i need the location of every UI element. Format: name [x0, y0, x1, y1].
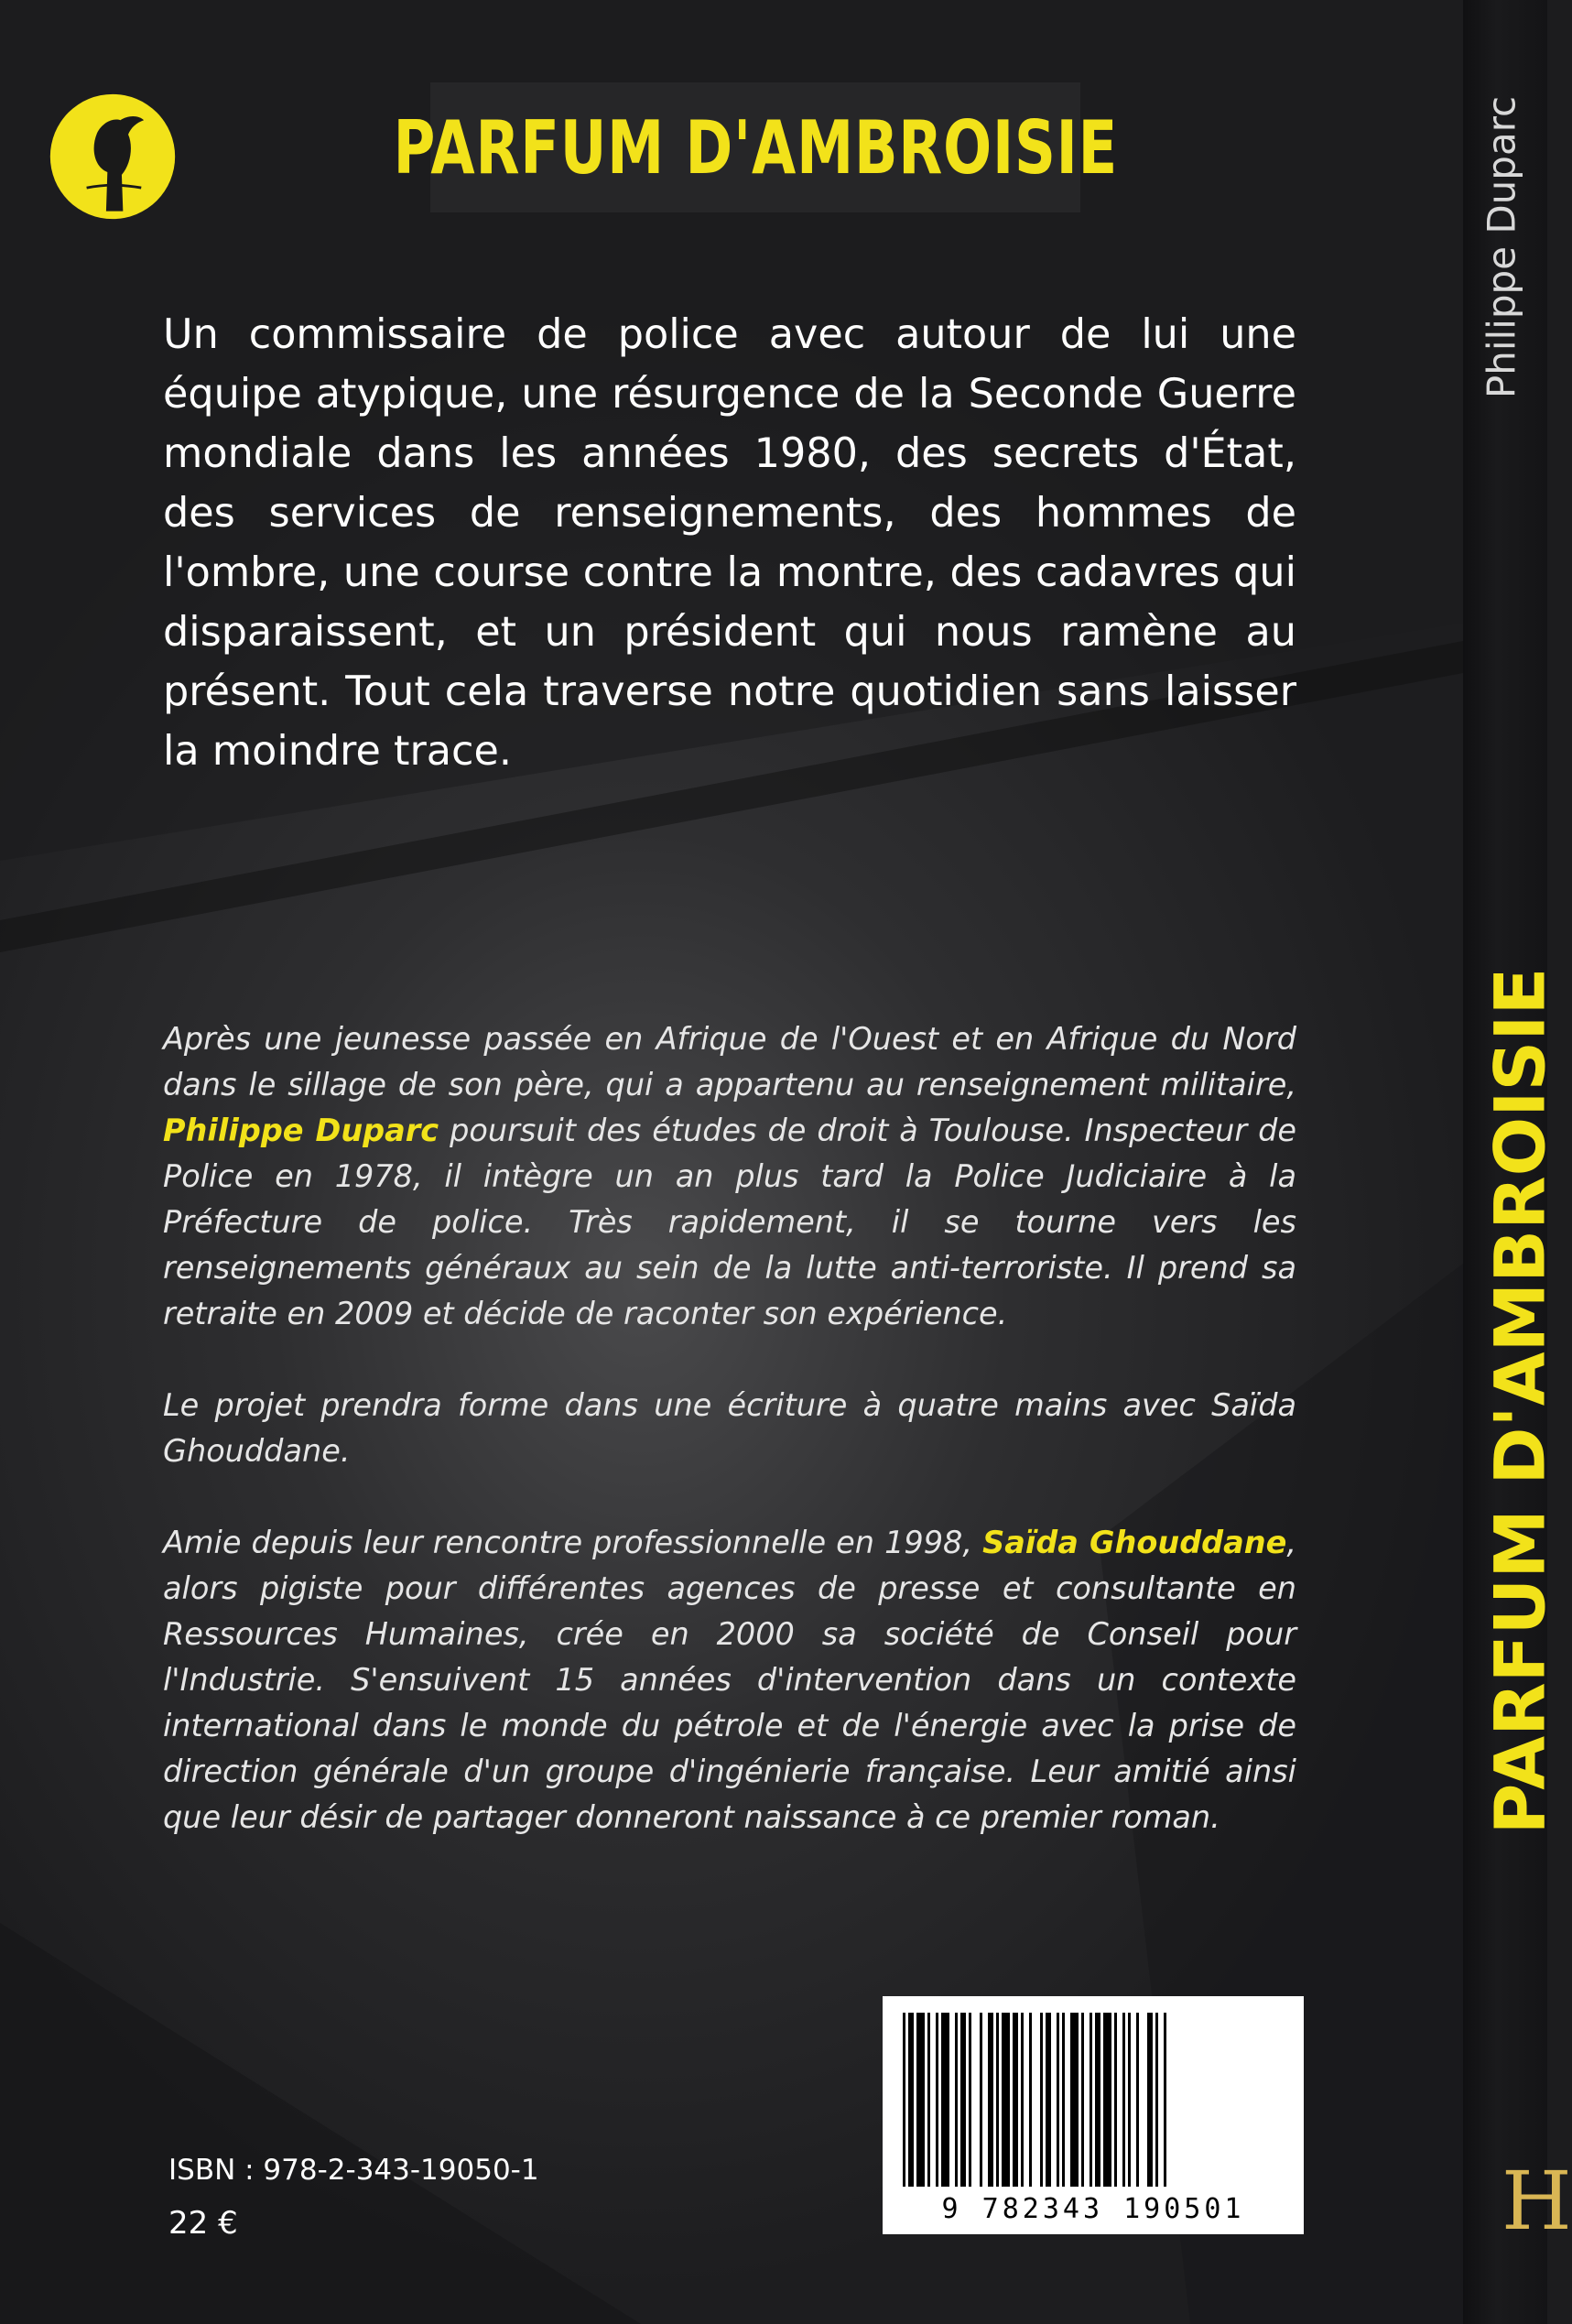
barcode-bar [1114, 2013, 1117, 2187]
barcode-bar [908, 2013, 914, 2187]
barcode-bar [1095, 2013, 1100, 2187]
barcode-bar [1021, 2013, 1024, 2187]
barcode-bar [969, 2013, 971, 2187]
barcode-bar [1070, 2013, 1079, 2187]
author-name-duparc: Philippe Duparc [163, 1113, 439, 1148]
project-paragraph: Le projet prendra forme dans une écriture à quatre mains avec Saïda Ghouddane. [163, 1387, 1296, 1469]
barcode-bar [1155, 2013, 1158, 2187]
author-bio-duparc [163, 1016, 1296, 1337]
barcode-bar [1040, 2013, 1043, 2187]
barcode-bar [1029, 2013, 1032, 2187]
bio3-after: , alors pigiste pour différentes agences de presse et consultante en Ressources Humaines, crée en 2000 sa société de Conseil pour l'Industrie. S'ensuivent 15 années d'intervention dans un contexte international dans le monde du pétrole et de l'énergie avec la prise de direction générale d'un groupe d'ingénierie française. Leur amitié ainsi que leur désir de partager donneront naissance à ce premier roman. [163, 1525, 1296, 1835]
bio1-after: poursuit des études de droit à Toulouse. Inspecteur de Police en 1978, il intègre un an plus tard la Police Judiciaire à la Préfecture de police. Très rapidement, il se tourne vers les renseignements généraux au sein de la lutte anti-terroriste. Il prend sa retraite en 2009 et décide de raconter son expérience. [163, 1113, 1296, 1331]
barcode [883, 1996, 1304, 2234]
barcode-bar [936, 2013, 938, 2187]
barcode-bar [996, 2013, 999, 2187]
author-bio-ghouddane [163, 1520, 1296, 1841]
raven-logo-icon [48, 92, 178, 222]
publisher-logo: H [1502, 2154, 1572, 2248]
book-title: PARFUM D'AMBROISIE [393, 104, 1118, 190]
barcode-bar [1122, 2013, 1125, 2187]
spine-title: PARFUM D'AMBROISIE [1479, 967, 1561, 1835]
author-name-ghouddane: Saïda Ghouddane [982, 1525, 1287, 1560]
barcode-bar [1081, 2013, 1084, 2187]
barcode-bar [1062, 2013, 1065, 2187]
summary-blurb: Un commissaire de police avec autour de lui une équipe atypique, une résurgence de la Seconde Guerre mondiale dans les années 1980, des secrets d'État, des services de renseignements, des hommes de l'ombre, une course contre la montre, des cadavres qui disparaissent, et un président qui nous ramène au présent. Tout cela traverse notre quotidien sans laisser la moindre trace. [163, 311, 1296, 775]
barcode-bar [903, 2013, 905, 2187]
barcode-bar [1164, 2013, 1166, 2187]
barcode-bar [927, 2013, 930, 2187]
barcode-bar [1128, 2013, 1131, 2187]
spine-author: Philippe Duparc [1479, 95, 1524, 399]
barcode-bar [916, 2013, 925, 2187]
barcode-bar [1090, 2013, 1092, 2187]
barcode-bar [988, 2013, 993, 2187]
barcode-bar [1103, 2013, 1111, 2187]
barcode-bar [941, 2013, 949, 2187]
barcode-bar [1136, 2013, 1139, 2187]
barcode-bar [1002, 2013, 1010, 2187]
price-text: 22 € [168, 2205, 238, 2242]
barcode-bar [1046, 2013, 1051, 2187]
barcode-digits: 9 782343 190501 [941, 2193, 1245, 2225]
barcode-bar [960, 2013, 966, 2187]
barcode-bar [1013, 2013, 1018, 2187]
bio3-before: Amie depuis leur rencontre professionnelle en 1998, [163, 1525, 983, 1560]
title-banner [393, 82, 1118, 212]
barcode-bars [883, 1996, 1304, 2234]
barcode-bar [1057, 2013, 1059, 2187]
barcode-bar [955, 2013, 958, 2187]
bio1-before: Après une jeunesse passée en Afrique de l'Ouest et en Afrique du Nord dans le sillage de son père, qui a appartenu au renseignement militaire, [163, 1021, 1296, 1102]
isbn-text: ISBN : 978-2-343-19050-1 [168, 2154, 539, 2187]
barcode-bar [980, 2013, 982, 2187]
barcode-bar [1147, 2013, 1153, 2187]
